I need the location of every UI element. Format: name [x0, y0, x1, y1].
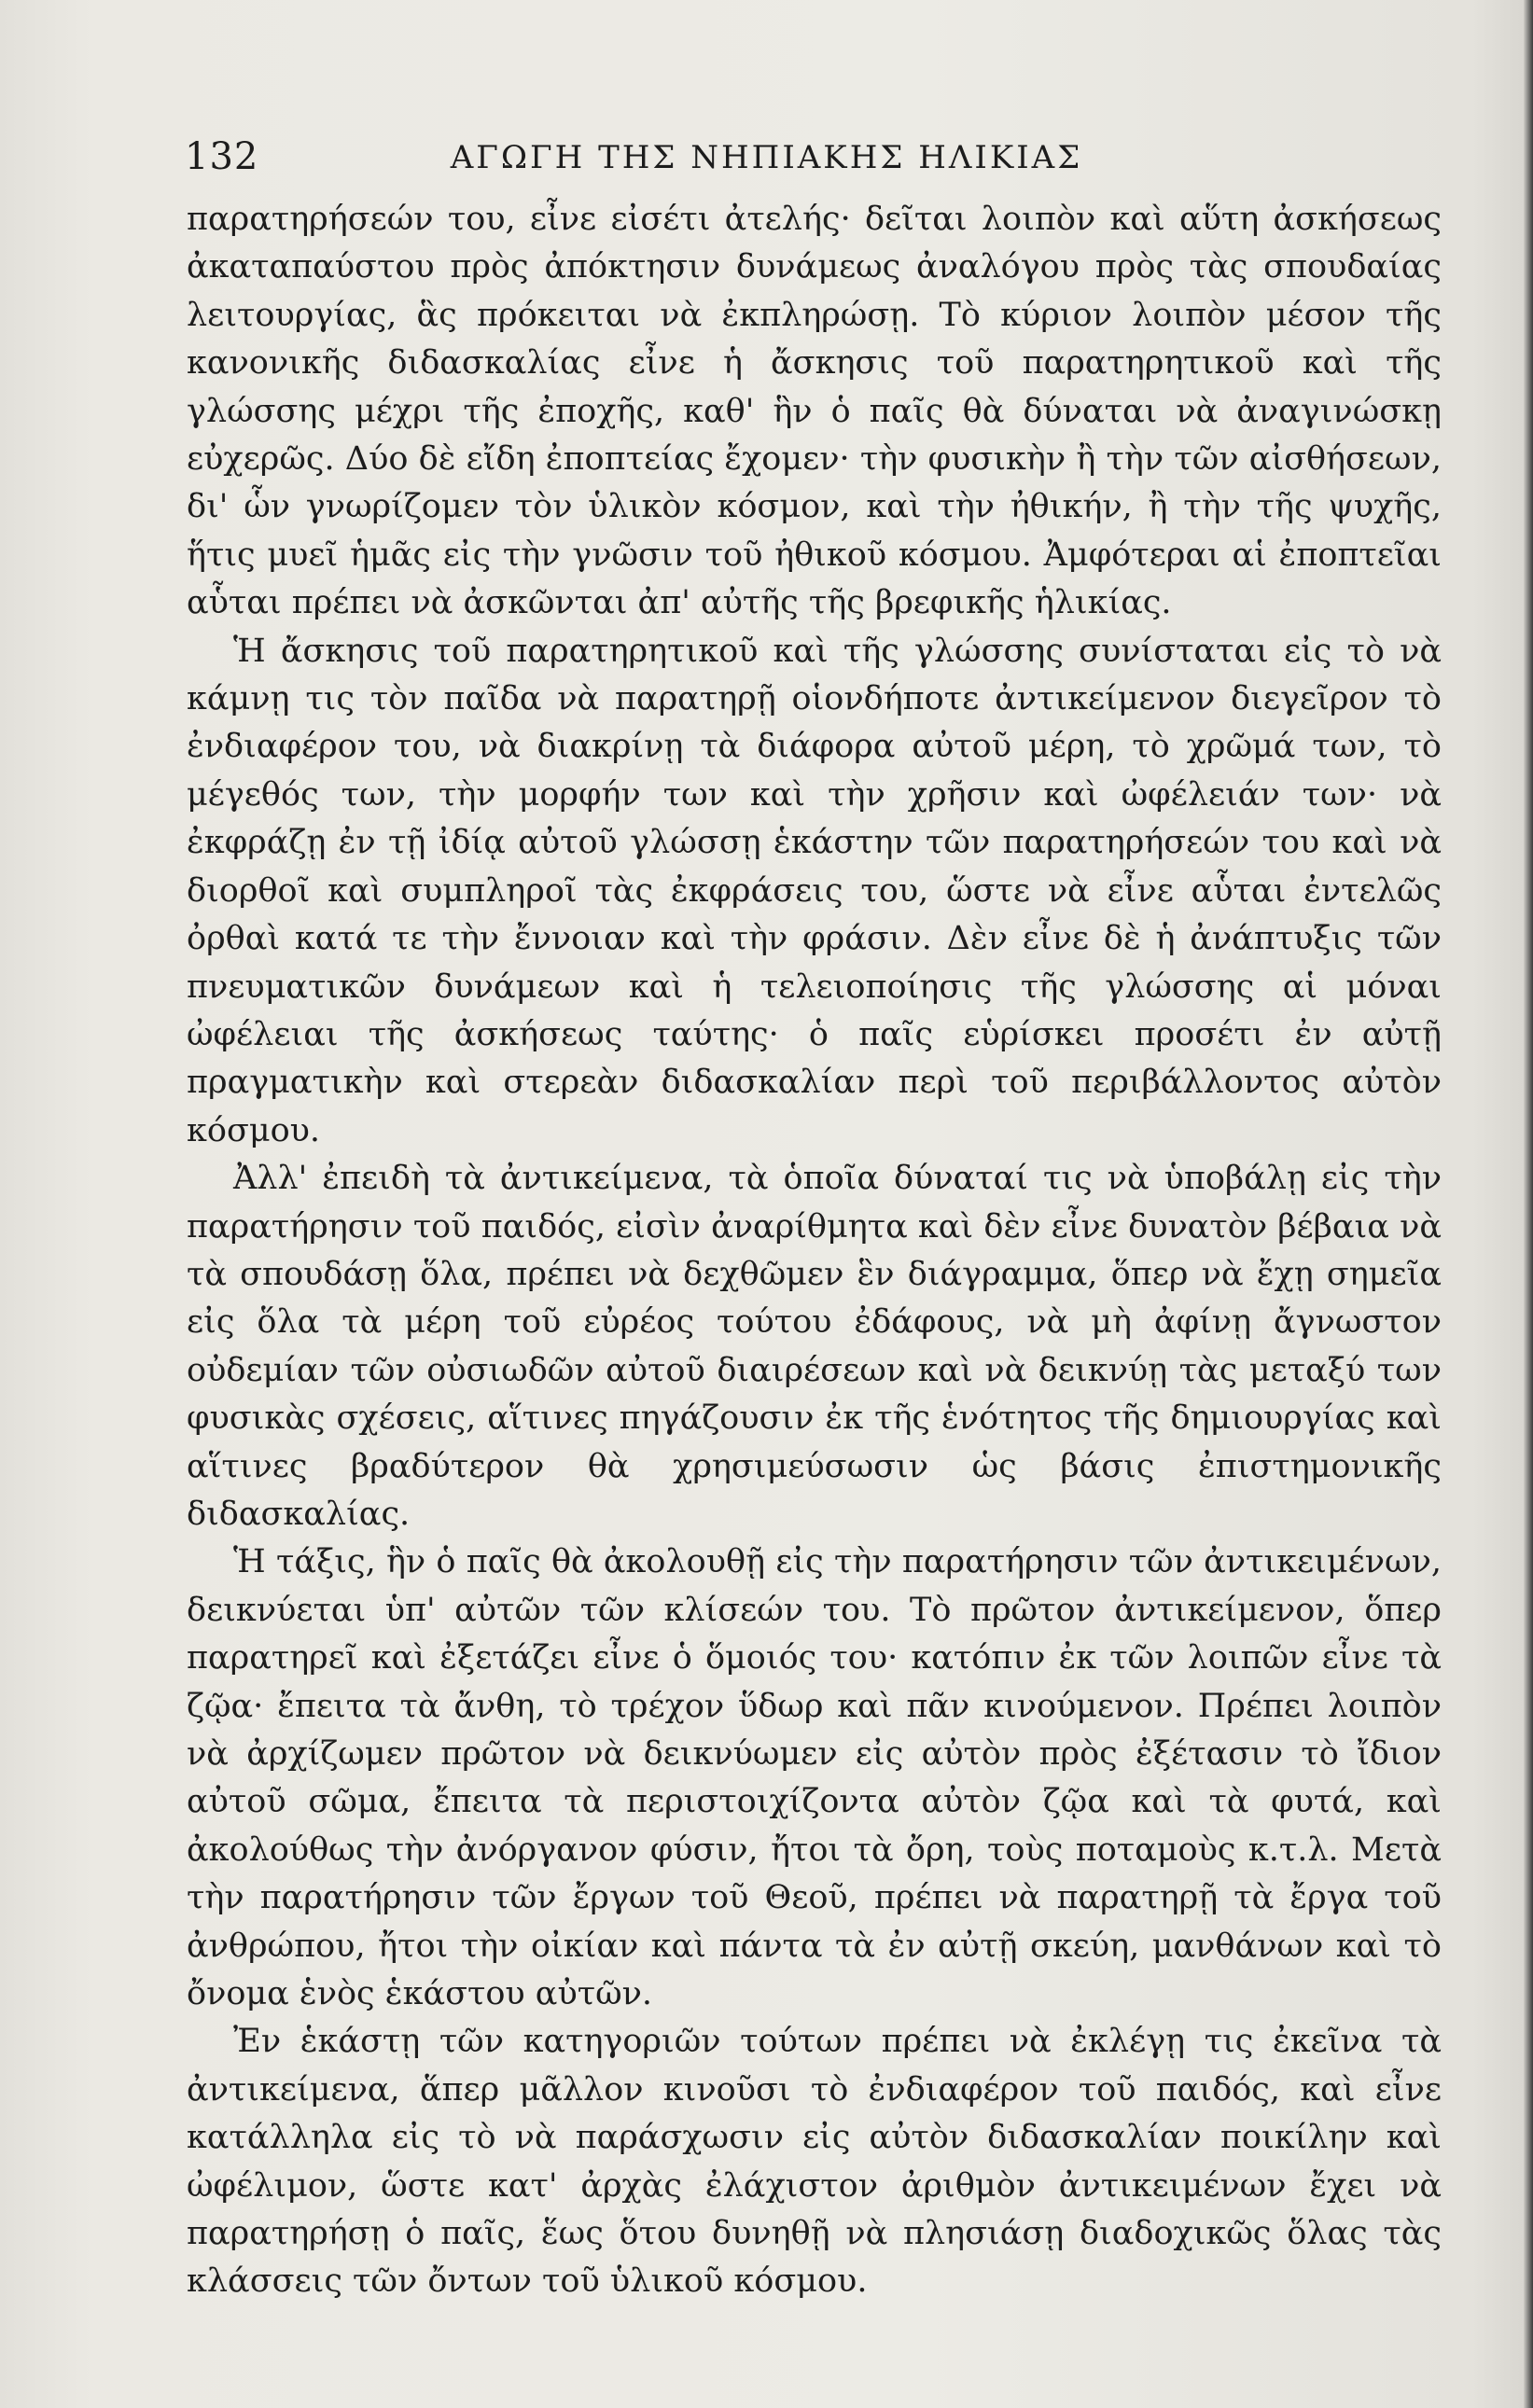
- paragraph-2: Ἡ ἄσκησις τοῦ παρατηρητικοῦ καὶ τῆς γλώσσης συνίσταται εἰς τὸ νὰ κάμνῃ τις τὸν παῖδα νὰ παρατηρῇ οἱονδήποτε ἀντικείμενον διεγεῖρον τὸ ἐνδιαφέρον του, νὰ διακρίνῃ τὰ διάφορα αὐτοῦ μέρη, τὸ χρῶμά των, τὸ μέγεθός των, τὴν μορφήν των καὶ τὴν χρῆσιν καὶ ὠφέλειάν των· νὰ ἐκφράζῃ ἐν τῇ ἰδίᾳ αὐτοῦ γλώσσῃ ἑκάστην τῶν παρατηρήσεών του καὶ νὰ διορθοῖ καὶ συμπληροῖ τὰς ἐκφράσεις του, ὥστε νὰ εἶνε αὗται ἐντελῶς ὀρθαὶ κατά τε τὴν ἔννοιαν καὶ τὴν φράσιν. Δὲν εἶνε δὲ ἡ ἀνάπτυξις τῶν πνευματικῶν δυνάμεων καὶ ἡ τελειοποίησις τῆς γλώσσης αἱ μόναι ὠφέλειαι τῆς ἀσκήσεως ταύτης· ὁ παῖς εὑρίσκει προσέτι ἐν αὐτῇ πραγματικὴν καὶ στερεὰν διδασκαλίαν περὶ τοῦ περιβάλλοντος αὐτὸν κόσμου.: [187, 632, 1442, 1149]
- body-text: [187, 196, 1442, 2306]
- paragraph-4: Ἡ τάξις, ἣν ὁ παῖς θὰ ἀκολουθῇ εἰς τὴν παρατήρησιν τῶν ἀντικειμένων, δεικνύεται ὑπ' αὐτῶν τῶν κλίσεών του. Τὸ πρῶτον ἀντικείμενον, ὅπερ παρατηρεῖ καὶ ἐξετάζει εἶνε ὁ ὅμοιός του· κατόπιν ἐκ τῶν λοιπῶν εἶνε τὰ ζῷα· ἔπειτα τὰ ἄνθη, τὸ τρέχον ὕδωρ καὶ πᾶν κινούμενον. Πρέπει λοιπὸν νὰ ἀρχίζωμεν πρῶτον νὰ δεικνύωμεν εἰς αὐτὸν πρὸς ἐξέτασιν τὸ ἴδιον αὐτοῦ σῶμα, ἔπειτα τὰ περιστοιχίζοντα αὐτὸν ζῷα καὶ τὰ φυτά, καὶ ἀκολούθως τὴν ἀνόργανον φύσιν, ἤτοι τὰ ὄρη, τοὺς ποταμοὺς κ.τ.λ. Μετὰ τὴν παρατήρησιν τῶν ἔργων τοῦ Θεοῦ, πρέπει νὰ παρατηρῇ τὰ ἔργα τοῦ ἀνθρώπου, ἤτοι τὴν οἰκίαν καὶ πάντα τὰ ἐν αὐτῇ σκεύη, μανθάνων καὶ τὸ ὄνομα ἑνὸς ἑκάστου αὐτῶν.: [187, 1543, 1442, 2013]
- running-head: ΑΓΩΓΗ ΤΗΣ ΝΗΠΙΑΚΗΣ ΗΛΙΚΙΑΣ: [450, 139, 1083, 176]
- page-number: 132: [185, 135, 259, 178]
- paragraph-3: Ἀλλ' ἐπειδὴ τὰ ἀντικείμενα, τὰ ὁποῖα δύναταί τις νὰ ὑποβάλῃ εἰς τὴν παρατήρησιν τοῦ παιδός, εἰσὶν ἀναρίθμητα καὶ δὲν εἶνε δυνατὸν βέβαια νὰ τὰ σπουδάσῃ ὅλα, πρέπει νὰ δεχθῶμεν ἓν διάγραμμα, ὅπερ νὰ ἔχῃ σημεῖα εἰς ὅλα τὰ μέρη τοῦ εὐρέος τούτου ἐδάφους, νὰ μὴ ἀφίνῃ ἄγνωστον οὐδεμίαν τῶν οὐσιωδῶν αὐτοῦ διαιρέσεων καὶ νὰ δεικνύῃ τὰς μεταξύ των φυσικὰς σχέσεις, αἵτινες πηγάζουσιν ἐκ τῆς ἑνότητος τῆς δημιουργίας καὶ αἵτινες βραδύτερον θὰ χρησιμεύσωσιν ὡς βάσις ἐπιστημονικῆς διδασκαλίας.: [187, 1160, 1442, 1533]
- page-header: [0, 135, 1533, 191]
- paragraph-5: Ἐν ἑκάστῃ τῶν κατηγοριῶν τούτων πρέπει νὰ ἐκλέγῃ τις ἐκεῖνα τὰ ἀντικείμενα, ἅπερ μᾶλλον κινοῦσι τὸ ἐνδιαφέρον τοῦ παιδός, καὶ εἶνε κατάλληλα εἰς τὸ νὰ παράσχωσιν εἰς αὐτὸν διδασκαλίαν ποικίλην καὶ ὠφέλιμον, ὥστε κατ' ἀρχὰς ἐλάχιστον ἀριθμὸν ἀντικειμένων ἔχει νὰ παρατηρήσῃ ὁ παῖς, ἕως ὅτου δυνηθῇ νὰ πλησιάσῃ διαδοχικῶς ὅλας τὰς κλάσσεις τῶν ὄντων τοῦ ὑλικοῦ κόσμου.: [187, 2023, 1442, 2301]
- paragraph-1: παρατηρήσεών του, εἶνε εἰσέτι ἀτελής· δεῖται λοιπὸν καὶ αὕτη ἀσκήσεως ἀκαταπαύστου πρὸς ἀπόκτησιν δυνάμεως ἀναλόγου πρὸς τὰς σπουδαίας λειτουργίας, ἃς πρόκειται νὰ ἐκπληρώσῃ. Τὸ κύριον λοιπὸν μέσον τῆς κανονικῆς διδασκαλίας εἶνε ἡ ἄσκησις τοῦ παρατηρητικοῦ καὶ τῆς γλώσσης μέχρι τῆς ἐποχῆς, καθ' ἣν ὁ παῖς θὰ δύναται νὰ ἀναγινώσκῃ εὐχερῶς. Δύο δὲ εἴδη ἐποπτείας ἔχομεν· τὴν φυσικὴν ἢ τὴν τῶν αἰσθήσεων, δι' ὧν γνωρίζομεν τὸν ὑλικὸν κόσμον, καὶ τὴν ἠθικήν, ἢ τὴν τῆς ψυχῆς, ἥτις μυεῖ ἡμᾶς εἰς τὴν γνῶσιν τοῦ ἠθικοῦ κόσμου. Ἀμφότεραι αἱ ἐποπτεῖαι αὗται πρέπει νὰ ἀσκῶνται ἀπ' αὐτῆς τῆς βρεφικῆς ἡλικίας.: [187, 201, 1442, 622]
- binding-edge: [1524, 0, 1533, 2408]
